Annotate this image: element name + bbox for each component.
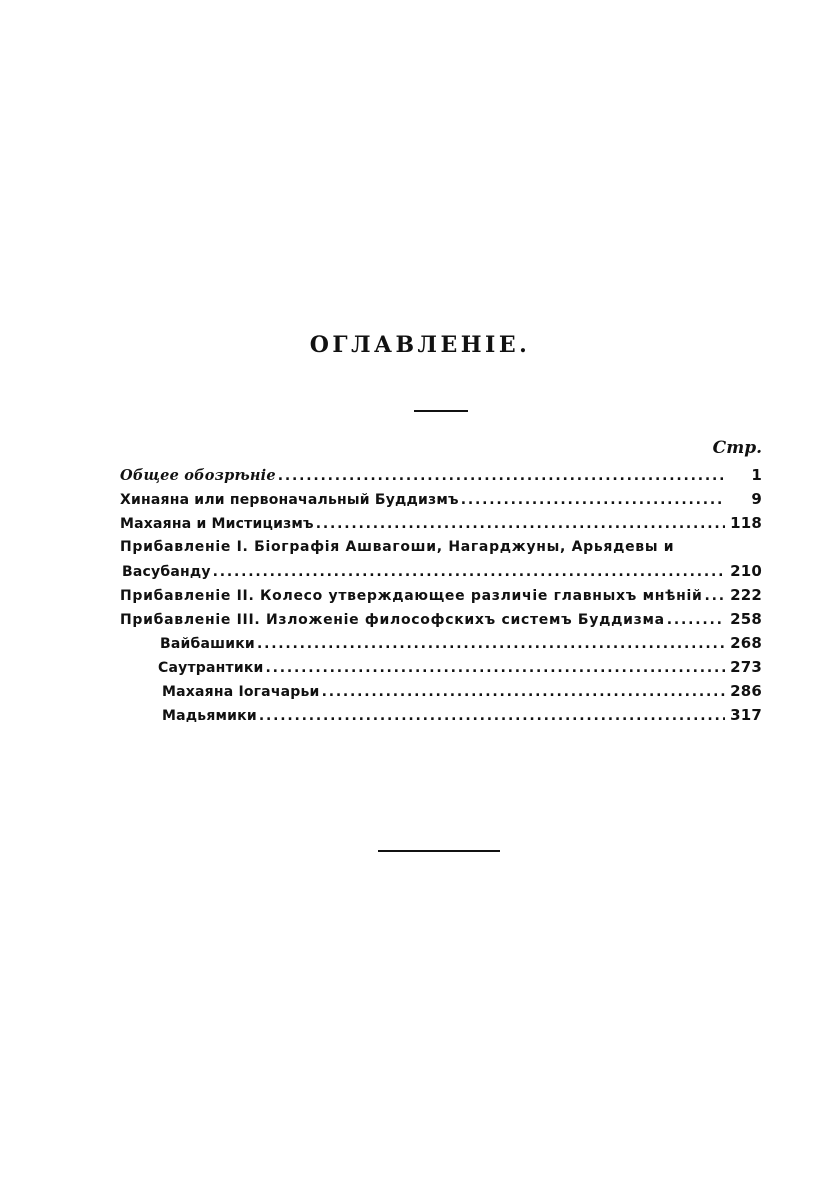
toc-entry bbox=[120, 703, 762, 727]
page-column-label: Стр. bbox=[712, 438, 762, 458]
dot-leader bbox=[213, 560, 725, 584]
toc-entry-page: 222 bbox=[730, 586, 762, 604]
closing-divider bbox=[378, 850, 500, 852]
toc-entry bbox=[120, 559, 762, 583]
toc-entry-label: Махаяна и Мистицизмъ bbox=[120, 516, 314, 532]
toc-entry-page: 1 bbox=[751, 466, 762, 484]
toc-entry-label: Махаяна Іогачарьи bbox=[162, 684, 320, 700]
toc-entry-page: 286 bbox=[730, 682, 762, 700]
toc-entry bbox=[120, 631, 762, 655]
toc-entry-label: Прибавленіе II. Колесо утверждающее различіе главныхъ мнѣній bbox=[120, 588, 703, 604]
dot-leader bbox=[278, 464, 725, 488]
toc-entry-label: Прибавленіе I. Біографія Ашвагоши, Нагарджуны, Арьядевы и bbox=[120, 539, 675, 555]
dot-leader bbox=[704, 584, 725, 608]
toc-entry-label: Прибавленіе III. Изложеніе философскихъ системъ Буддизма bbox=[120, 612, 665, 628]
toc-entry bbox=[120, 607, 762, 631]
toc-entry-page: 317 bbox=[730, 706, 762, 724]
toc-entry bbox=[120, 535, 762, 559]
dot-leader bbox=[667, 608, 725, 632]
toc-entry-page: 210 bbox=[730, 562, 762, 580]
toc-entry-page: 268 bbox=[730, 634, 762, 652]
toc-entry-label: Вайбашики bbox=[160, 636, 255, 652]
dot-leader bbox=[461, 488, 725, 512]
page-title: ОГЛАВЛЕНІЕ. bbox=[309, 332, 531, 358]
toc-entry-page: 118 bbox=[730, 514, 762, 532]
toc-entry-label: Общее обозрѣніе bbox=[120, 467, 276, 484]
dot-leader bbox=[322, 680, 725, 704]
title-divider bbox=[414, 410, 468, 412]
dot-leader bbox=[257, 632, 725, 656]
toc-entry bbox=[120, 463, 762, 487]
dot-leader bbox=[259, 704, 725, 728]
toc-entry-label: Саутрантики bbox=[158, 660, 264, 676]
toc-entry bbox=[120, 487, 762, 511]
toc-entry-label: Хинаяна или первоначальный Буддизмъ bbox=[120, 492, 459, 508]
toc-entry-label: Васубанду bbox=[122, 564, 211, 580]
toc-entry bbox=[120, 583, 762, 607]
dot-leader bbox=[266, 656, 725, 680]
toc-entry-page: 9 bbox=[751, 490, 762, 508]
toc-entry-page: 258 bbox=[730, 610, 762, 628]
dot-leader bbox=[316, 512, 725, 536]
toc-entry bbox=[120, 655, 762, 679]
toc-entry-page: 273 bbox=[730, 658, 762, 676]
toc-entry-label: Мадьямики bbox=[162, 708, 257, 724]
table-of-contents bbox=[120, 463, 762, 727]
toc-entry bbox=[120, 511, 762, 535]
toc-entry bbox=[120, 679, 762, 703]
